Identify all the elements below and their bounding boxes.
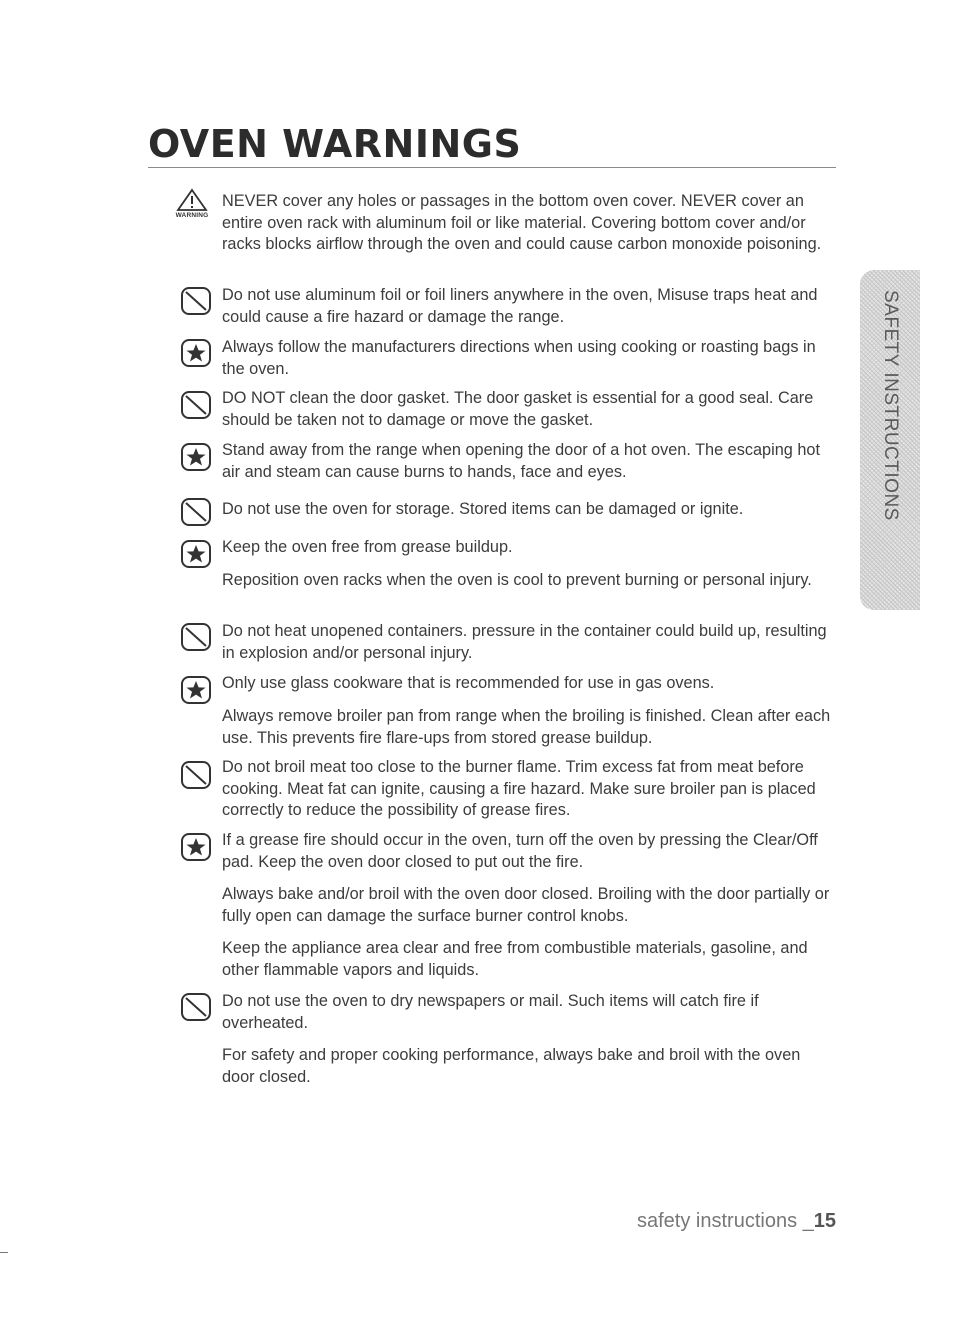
do-not-icon	[180, 497, 212, 527]
list-item: Keep the appliance area clear and free from combustible materials, gasoline, and other flammable vapors and liquids.	[222, 939, 808, 979]
list-item: Always bake and/or broil with the oven door closed. Broiling with the door partially or fully open can damage the surface burner control knobs.	[222, 885, 830, 925]
page-footer	[637, 1210, 836, 1233]
warning-label: WARNING	[175, 212, 209, 219]
footer-section-label: safety instructions _	[637, 1210, 814, 1232]
list-item: If a grease fire should occur in the oven, turn off the oven by pressing the Clear/Off pad. Keep the oven door closed to put out the fire.	[222, 831, 818, 871]
list-item: DO NOT clean the door gasket. The door gasket is essential for a good seal. Care should be taken not to damage or move the gasket.	[222, 389, 814, 429]
list-item: Do not use aluminum foil or foil liners anywhere in the oven, Misuse traps heat and could cause a fire hazard or damage the range.	[222, 286, 818, 326]
warning-triangle-icon	[170, 188, 214, 224]
list-item: Only use glass cookware that is recommended for use in gas ovens.	[222, 674, 715, 692]
list-item: Keep the oven free from grease buildup.	[222, 538, 513, 556]
list-item: Do not heat unopened containers. pressure in the container could build up, resulting in explosion and/or personal injury.	[222, 622, 827, 662]
list-item: Always follow the manufacturers directions when using cooking or roasting bags in the oven.	[222, 338, 816, 378]
do-not-icon	[180, 286, 212, 316]
crop-mark	[0, 1252, 8, 1253]
side-tab-label: SAFETY INSTRUCTIONS	[880, 290, 901, 521]
title-divider	[148, 167, 836, 168]
page-number: 15	[813, 1210, 836, 1232]
do-not-icon	[180, 390, 212, 420]
do-not-icon	[180, 992, 212, 1022]
section-side-tab	[860, 270, 920, 610]
list-item: Do not broil meat too close to the burner flame. Trim excess fat from meat before cooking. Meat fat can ignite, causing a fire hazard. Make sure broiler pan is placed correctly to reduce the possibility of grease fires.	[222, 758, 816, 819]
list-item: Always remove broiler pan from range when the broiling is finished. Clean after each use. This prevents fire flare-ups from stored grease buildup.	[222, 707, 831, 747]
list-item: For safety and proper cooking performance, always bake and broil with the oven door closed.	[222, 1046, 801, 1086]
important-icon	[180, 832, 212, 862]
page-title: OVEN WARNINGS	[148, 122, 522, 166]
important-icon	[180, 539, 212, 569]
list-item: Do not use the oven for storage. Stored items can be damaged or ignite.	[222, 500, 744, 518]
important-icon	[180, 442, 212, 472]
list-item: Stand away from the range when opening the door of a hot oven. The escaping hot air and steam can cause burns to hands, face and eyes.	[222, 441, 820, 481]
list-item: Do not use the oven to dry newspapers or mail. Such items will catch fire if overheated.	[222, 992, 759, 1032]
important-icon	[180, 675, 212, 705]
important-icon	[180, 338, 212, 368]
do-not-icon	[180, 760, 212, 790]
list-item: NEVER cover any holes or passages in the bottom oven cover. NEVER cover an entire oven rack with aluminum foil or like material. Covering bottom cover and/or racks blocks airflow through the oven and could cause carbon monoxide poisoning.	[222, 192, 822, 253]
do-not-icon	[180, 622, 212, 652]
list-item: Reposition oven racks when the oven is cool to prevent burning or personal injury.	[222, 571, 812, 589]
